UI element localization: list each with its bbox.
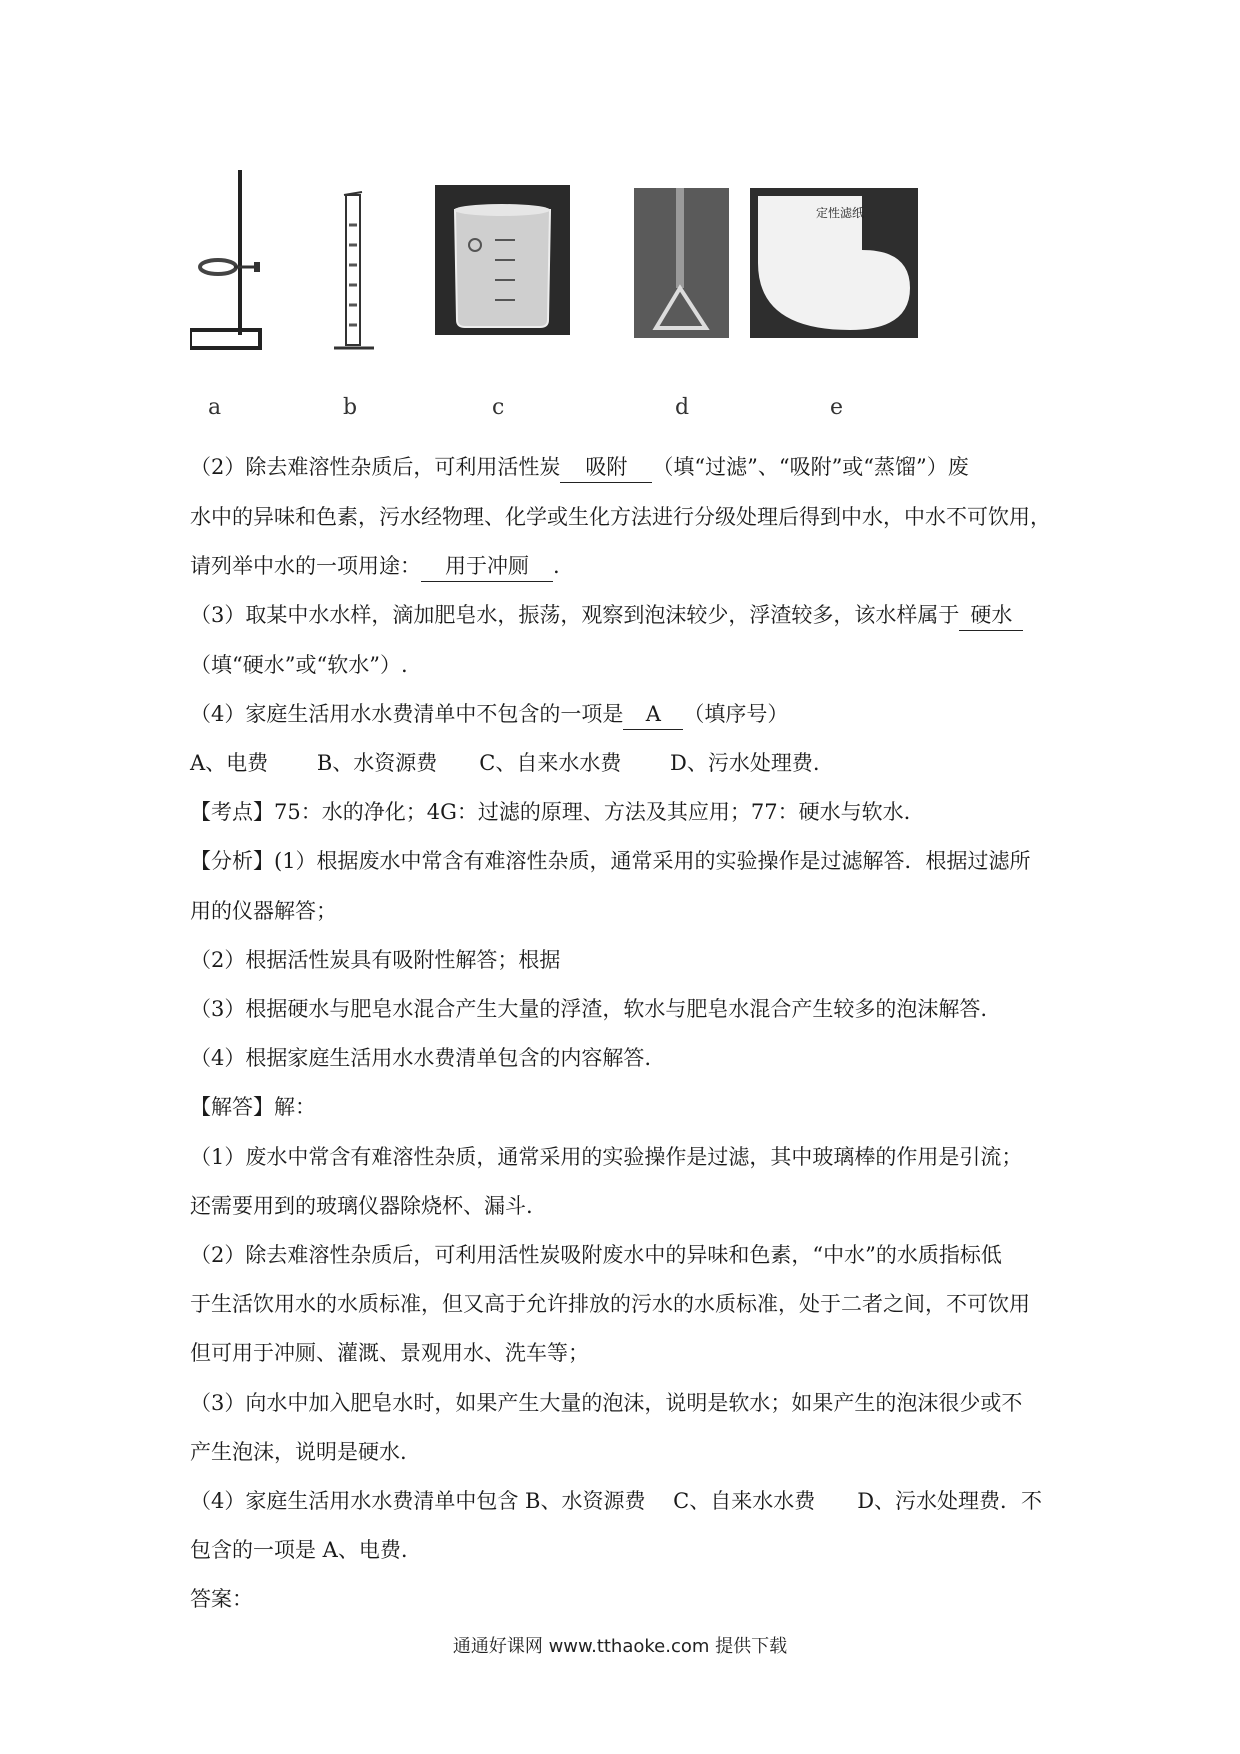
solution-line: 但可用于冲厕、灌溉、景观用水、洗车等； [190, 1341, 589, 1365]
q4-answer: A [623, 699, 683, 730]
solution-line: （4）家庭生活用水水费清单中包含 B、水资源费 C、自来水水费 D、污水处理费．不 [190, 1489, 1043, 1513]
iron-stand-image [190, 170, 270, 360]
q4-options: A、电费 B、水资源费 C、自来水水费 D、污水处理费. [190, 751, 820, 775]
solution-line: 于生活饮用水的水质标准，但又高于允许排放的污水的水质标准，处于二者之间，不可饮用 [190, 1292, 1030, 1316]
figure-label-c: c [492, 395, 505, 420]
q3-line-1: （3）取某中水水样，滴加肥皂水，振荡，观察到泡沫较少，浮渣较多，该水样属于 硬水 [190, 600, 1023, 631]
solution-line: （3）向水中加入肥皂水时，如果产生大量的泡沫，说明是软水；如果产生的泡沫很少或不 [190, 1391, 1023, 1415]
figure-label-a: a [208, 395, 222, 420]
q4-line: （4）家庭生活用水水费清单中不包含的一项是 A （填序号） [190, 699, 788, 730]
analysis-line: （4）根据家庭生活用水水费清单包含的内容解答. [190, 1046, 652, 1070]
kaodian: 【考点】75：水的净化；4G：过滤的原理、方法及其应用；77：硬水与软水. [190, 800, 911, 824]
footer-watermark: 通通好课网 www.tthaoke.com 提供下载 [452, 1636, 788, 1657]
answer-label: 答案： [190, 1587, 253, 1611]
q3-line-2: （填“硬水”或“软水”）. [190, 653, 408, 677]
solution-line: （1）废水中常含有难溶性杂质，通常采用的实验操作是过滤，其中玻璃棒的作用是引流； [190, 1145, 1023, 1169]
figure-label-d: d [675, 395, 690, 420]
apparatus-figure [190, 160, 1050, 430]
solution-line: （2）除去难溶性杂质后，可利用活性炭吸附废水中的异味和色素，“中水”的水质指标低 [190, 1243, 1002, 1267]
q2-line-1: （2）除去难溶性杂质后，可利用活性炭 吸附 （填“过滤”、“吸附”或“蒸馏”）废 [190, 452, 969, 483]
glass-rod-image [634, 188, 729, 338]
figure-label-e: e [830, 395, 844, 420]
analysis-line: 【分析】(1）根据废水中常含有难溶性杂质，通常采用的实验操作是过滤解答．根据过滤所 [190, 849, 1031, 873]
analysis-line: （2）根据活性炭具有吸附性解答；根据 [190, 948, 561, 972]
beaker-image [435, 185, 570, 335]
q3-answer: 硬水 [959, 600, 1023, 631]
graduated-cylinder-image [330, 170, 380, 360]
solution-line: 【解答】解： [190, 1095, 316, 1119]
q2-answer-2: 用于冲厕 [421, 551, 553, 582]
solution-line: 产生泡沫，说明是硬水. [190, 1440, 407, 1464]
figure-label-b: b [343, 395, 358, 420]
filter-paper-label: 定性滤纸 [816, 206, 865, 220]
q2-answer-1: 吸附 [560, 452, 652, 483]
solution-line: 包含的一项是 A、电费. [190, 1538, 408, 1562]
analysis-line: 用的仪器解答； [190, 899, 337, 923]
q2-line-3: 请列举中水的一项用途： 用于冲厕 . [190, 551, 560, 582]
analysis-line: （3）根据硬水与肥皂水混合产生大量的浮渣，软水与肥皂水混合产生较多的泡沫解答. [190, 997, 988, 1021]
q2-line-2: 水中的异味和色素，污水经物理、化学或生化方法进行分级处理后得到中水，中水不可饮用， [190, 505, 1051, 529]
solution-line: 还需要用到的玻璃仪器除烧杯、漏斗. [190, 1194, 533, 1218]
